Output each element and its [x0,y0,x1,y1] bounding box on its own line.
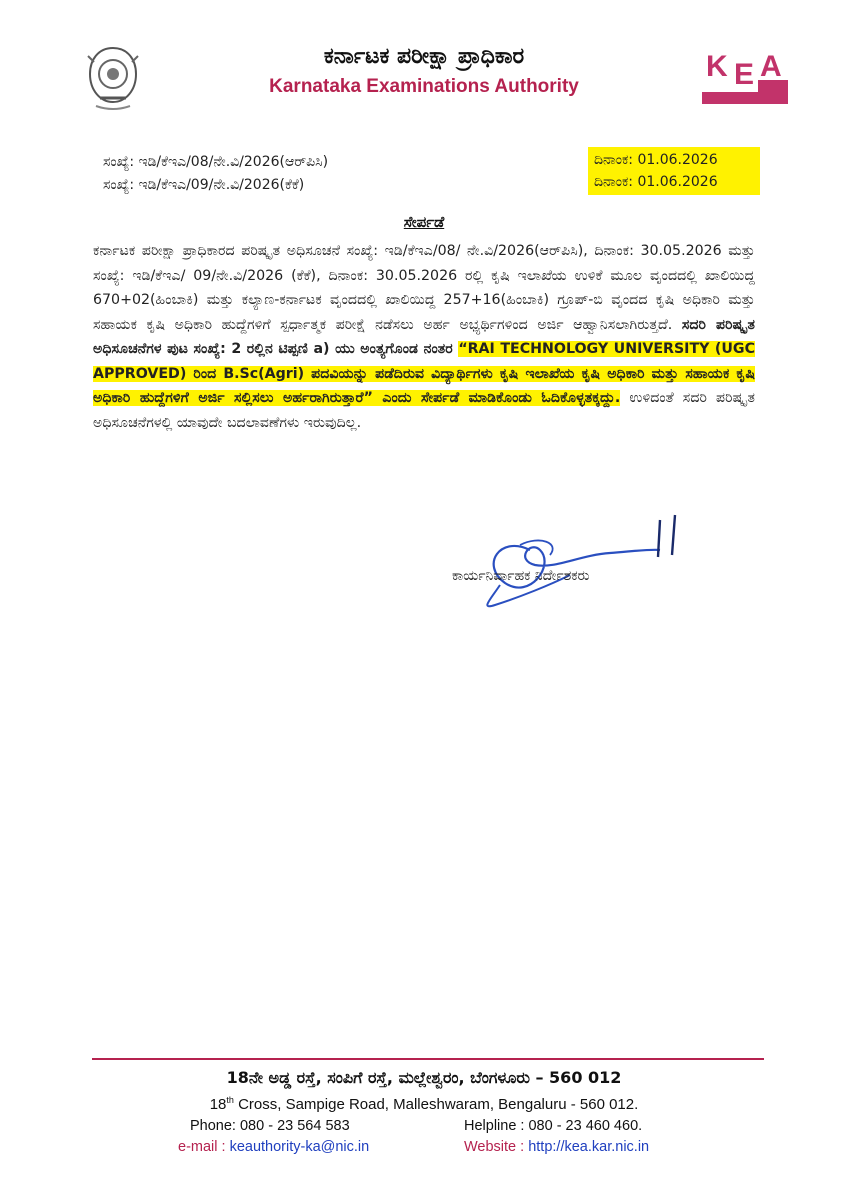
body-text-highlighted: “RAI TECHNOLOGY UNIVERSITY (UGC APPROVED) ರಿಂದ B.Sc(Agri) ಪದವಿಯನ್ನು ಪಡೆದಿರುವ ವಿದ್ಯಾರ್ಥಿಗಳು ಕೃಷಿ ಇಲಾಖೆಯ ಕೃಷಿ ಅಧಿಕಾರಿ ಮತ್ತು ಸಹಾಯಕ ಕೃಷಿ ಅಧಿಕಾರಿ ಹುದ್ದೆಗಳಿಗೆ ಅರ್ಜಿ ಸಲ್ಲಿಸಲು ಅರ್ಹರಾಗಿರುತ್ತಾರೆ” ಎಂದು ಸೇರ್ಪಡೆ ಮಾಡಿಕೊಂಡು ಓದಿಕೊಳ್ಳತಕ್ಕದ್ದು. [93,341,755,406]
dates-highlight-box [588,147,760,195]
address-rest: Cross, Sampige Road, Malleshwaram, Bengaluru - 560 012. [233,1096,639,1113]
address-english [0,1095,848,1113]
email-link[interactable]: keauthority-ka@nic.in [229,1139,370,1155]
signature-icon [460,505,710,615]
email-label: e-mail : [178,1139,230,1155]
body-text-bold: ಸದರಿ ಪರಿಷ್ಕೃತ ಅಧಿಸೂಚನೆಗಳ ಪುಟ ಸಂಖ್ಯೆ: 2 ರಲ್ಲಿನ ಟಿಪ್ಪಣಿ a) ಯು ಅಂತ್ಯಗೊಂಡ ನಂತರ [93,316,755,357]
svg-text:A: A [760,50,782,83]
footer-divider [92,1058,764,1060]
website-label: Website : [464,1139,529,1155]
date-1: ದಿನಾಂಕ: 01.06.2026 [594,152,718,168]
body-paragraph [93,239,755,435]
reference-number-2: ಸಂಖ್ಯೆ: ಇಡಿ/ಕೆಇಎ/09/ನೇ.ವಿ/2026(ಕೆಕೆ) [103,177,305,193]
helpline-number: Helpline : 080 - 23 460 460. [464,1118,643,1134]
svg-text:E: E [734,58,755,91]
address-kannada: 18ನೇ ಅಡ್ಡ ರಸ್ತೆ, ಸಂಪಿಗೆ ರಸ್ತೆ, ಮಲ್ಲೇಶ್ವರಂ, ಬೆಂಗಳೂರು – 560 012 [226,1068,622,1087]
email-contact [178,1139,369,1155]
kea-logo-icon [700,40,790,106]
signatory-title: ಕಾರ್ಯನಿರ್ವಾಹಕ ನಿರ್ದೇಶಕರು [452,568,590,584]
body-text-intro: ಕರ್ನಾಟಕ ಪರೀಕ್ಷಾ ಪ್ರಾಧಿಕಾರದ ಪರಿಷ್ಕೃತ ಅಧಿಸೂಚನೆ ಸಂಖ್ಯೆ: ಇಡಿ/ಕೆಇಎ/08/ ನೇ.ವಿ/2026(ಆರ್‌ಪಿಸಿ), ದಿನಾಂಕ: 30.05.2026 ಮತ್ತು ಸಂಖ್ಯೆ: ಇಡಿ/ಕೆಇಎ/ 09/ನೇ.ವಿ/2026 (ಕೆಕೆ), ದಿನಾಂಕ: 30.05.2026 ರಲ್ಲಿ ಕೃಷಿ ಇಲಾಖೆಯ ಉಳಿಕೆ ಮೂಲ ವೃಂದದಲ್ಲಿ ಖಾಲಿಯಿದ್ದ 670+02(ಹಿಂಬಾಕಿ) ಮತ್ತು ಕಲ್ಯಾಣ-ಕರ್ನಾಟಕ ವೃಂದದಲ್ಲಿ ಖಾಲಿಯಿದ್ದ 257+16(ಹಿಂಬಾಕಿ) ಗ್ರೂಪ್-ಬಿ ವೃಂದದ ಕೃಷಿ ಅಧಿಕಾರಿ ಮತ್ತು ಸಹಾಯಕ ಕೃಷಿ ಅಧಿಕಾರಿ ಹುದ್ದೆಗಳಿಗೆ ಸ್ಪರ್ಧಾತ್ಮಕ ಪರೀಕ್ಷೆ ನಡೆಸಲು ಅರ್ಹ ಅಭ್ಯರ್ಥಿಗಳಿಂದ ಅರ್ಜಿ ಆಹ್ವಾನಿಸಲಾಗಿರುತ್ತದೆ. [93,243,755,333]
body-text-closing: ಉಳಿದಂತೆ ಸದರಿ ಪರಿಷ್ಕೃತ ಅಧಿಸೂಚನೆಗಳಲ್ಲಿ ಯಾವುದೇ ಬದಲಾವಣೆಗಳು ಇರುವುದಿಲ್ಲ. [93,390,755,431]
reference-number-1: ಸಂಖ್ಯೆ: ಇಡಿ/ಕೆಇಎ/08/ನೇ.ವಿ/2026(ಆರ್‌ಪಿಸಿ) [103,154,329,170]
authority-title-kannada: ಕರ್ನಾಟಕ ಪರೀಕ್ಷಾ ಪ್ರಾಧಿಕಾರ [323,44,525,69]
phone-number: Phone: 080 - 23 564 583 [190,1118,350,1134]
date-2: ದಿನಾಂಕ: 01.06.2026 [594,174,718,190]
address-number: 18 [209,1096,227,1113]
svg-text:K: K [706,50,728,83]
address-ordinal-suffix: th [226,1095,234,1105]
authority-title-english: Karnataka Examinations Authority [269,76,579,97]
website-link[interactable]: http://kea.kar.nic.in [528,1139,650,1155]
document-heading: ಸೇರ್ಪಡೆ [403,213,445,231]
website-contact [464,1139,649,1155]
